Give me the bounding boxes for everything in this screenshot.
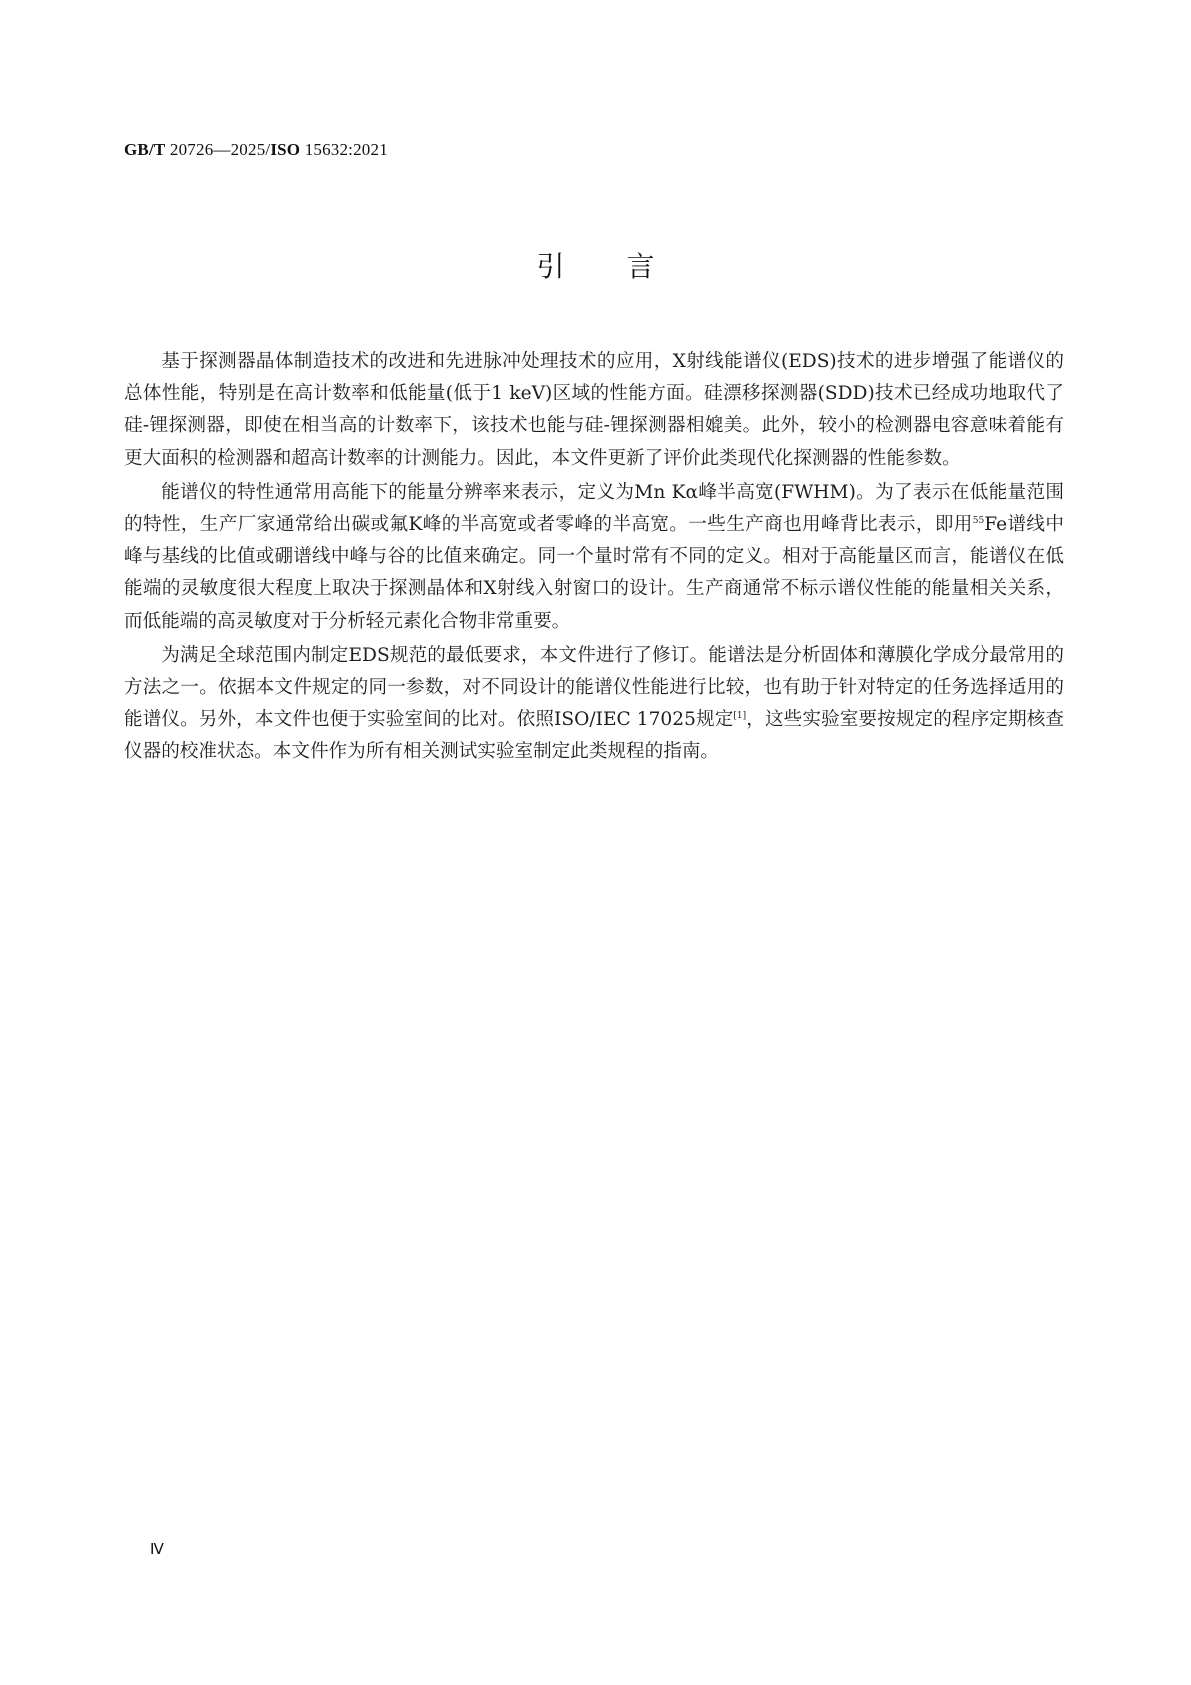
- paragraph-3-part-2: ，这些实验室要按规定的程序定期核查仪器的校准状态。本文件作为所有相关测试实验室制定此类规程的指南。: [124, 709, 1064, 763]
- paragraph-3: [124, 640, 1064, 769]
- standard-prefix: GB/T: [124, 140, 166, 159]
- document-header: [124, 140, 388, 160]
- standard-number: 20726—2025/: [169, 140, 271, 159]
- paragraph-2-part-1: 能谱仪的特性通常用高能下的能量分辨率来表示，定义为Mn Kα峰半高宽(FWHM)。为了表示在低能量范围的特性，生产厂家通常给出碳或氟K峰的半高宽或者零峰的半高宽。一些生产商也用峰背比表示，即用: [124, 481, 1064, 536]
- iso-number: 15632:2021: [304, 140, 388, 159]
- iso-prefix: ISO: [270, 140, 301, 159]
- page-title: 引言: [536, 250, 717, 283]
- reference-citation: [1]: [733, 711, 747, 722]
- paragraph-2-part-2: Fe谱线中峰与基线的比值或硼谱线中峰与谷的比值来确定。同一个量时常有不同的定义。相对于高能量区而言，能谱仪在低能端的灵敏度很大程度上取决于探测晶体和X射线入射窗口的设计。生产商通常不标示谱仪性能的能量相关关系，而低能端的高灵敏度对于分析轻元素化合物非常重要。: [124, 514, 1064, 632]
- introduction-body: [124, 346, 1064, 771]
- page-number: Ⅳ: [150, 1542, 164, 1558]
- paragraph-2: [124, 477, 1064, 638]
- paragraph-3-part-1: 为满足全球范围内制定EDS规范的最低要求，本文件进行了修订。能谱法是分析固体和薄膜化学成分最常用的方法之一。依据本文件规定的同一参数，对不同设计的能谱仪性能进行比较，也有助于针对特定的任务选择适用的能谱仪。另外，本文件也便于实验室间的比对。依照ISO/IEC 17025规定: [124, 644, 1064, 731]
- isotope-superscript: 55: [972, 516, 985, 527]
- paragraph-1: 基于探测器晶体制造技术的改进和先进脉冲处理技术的应用，X射线能谱仪(EDS)技术的进步增强了能谱仪的总体性能，特别是在高计数率和低能量(低于1 keV)区域的性能方面。硅漂移探测器(SDD)技术已经成功地取代了硅-锂探测器，即使在相当高的计数率下，该技术也能与硅-锂探测器相媲美。此外，较小的检测器电容意味着能有更大面积的检测器和超高计数率的计测能力。因此，本文件更新了评价此类现代化探测器的性能参数。: [124, 351, 1064, 469]
